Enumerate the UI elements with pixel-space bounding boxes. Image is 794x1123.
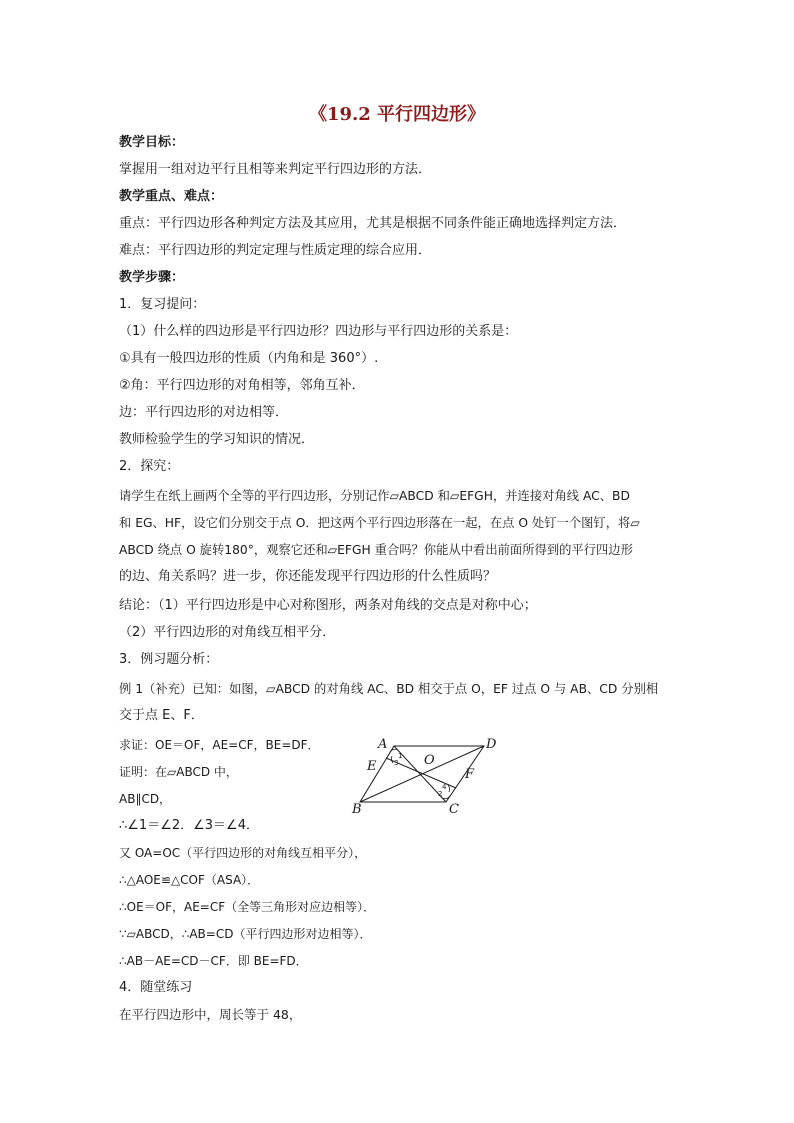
paragraph-line: AB∥CD， (119, 792, 172, 806)
section-heading-key-points: 教学重点、难点： (119, 189, 224, 204)
paragraph-line: （2）平行四边形的对角线互相平分． (119, 625, 336, 640)
label-a: A (378, 737, 388, 752)
paragraph-line: 1．复习提问： (119, 297, 206, 312)
angle-arc-3 (391, 756, 393, 763)
angle-arc-1 (390, 749, 398, 752)
label-b: B (352, 802, 362, 817)
label-e: E (367, 759, 377, 774)
paragraph-line: 3．例习题分析： (119, 652, 219, 667)
paragraph-line: ∴OE＝OF，AE=CF（全等三角形对应边相等）． (119, 900, 376, 914)
label-d: D (486, 737, 497, 752)
paragraph-line: 难点：平行四边形的判定定理与性质定理的综合应用． (119, 243, 432, 258)
section-heading-steps: 教学步骤： (119, 270, 185, 285)
angle-arc-4 (448, 785, 450, 792)
paragraph-line: 证明：在▱ABCD 中， (119, 765, 238, 779)
paragraph-line: 重点：平行四边形各种判定方法及其应用，尤其是根据不同条件能正确地选择判定方法． (119, 216, 627, 231)
paragraph-line: 求证：OE＝OF，AE=CF，BE=DF． (119, 738, 320, 752)
paragraph-line: ABCD 绕点 O 旋转180°，观察它还和▱EFGH 重合吗？你能从中看出前面所得到的平行四边形 (119, 543, 633, 557)
angle-label-1: 1 (398, 752, 403, 760)
parallelogram-figure (348, 734, 508, 818)
paragraph-line: 掌握用一组对边平行且相等来判定平行四边形的方法． (119, 162, 432, 177)
label-o: O (424, 753, 435, 768)
section-heading-objectives: 教学目标： (119, 135, 185, 150)
paragraph-line: 请学生在纸上画两个全等的平行四边形，分别记作▱ABCD 和▱EFGH，并连接对角线 AC、BD (119, 489, 630, 503)
paragraph-line: 和 EG、HF，设它们分别交于点 O．把这两个平行四边形落在一起，在点 O 处钉一个图钉，将▱ (119, 516, 640, 530)
paragraph-line: 边：平行四边形的对边相等． (119, 405, 289, 420)
paragraph-line: 4．随堂练习 (119, 980, 193, 995)
paragraph-line: 的边、角关系吗？进一步，你还能发现平行四边形的什么性质吗？ (119, 569, 497, 584)
paragraph-line: 例 1（补充）已知：如图，▱ABCD 的对角线 AC、BD 相交于点 O，EF 过点 O 与 AB、CD 分别相 (119, 682, 659, 696)
label-c: C (449, 802, 459, 817)
angle-label-4: 4 (442, 783, 447, 791)
angle-label-3: 3 (394, 759, 399, 767)
paragraph-line: 在平行四边形中，周长等于 48， (119, 1007, 302, 1022)
paragraph-line: 2．探究： (119, 459, 180, 474)
paragraph-line: ∴AB－AE=CD－CF．即 BE=FD． (119, 954, 308, 968)
paragraph-line: ①具有一般四边形的性质（内角和是 360°）. (119, 351, 379, 366)
paragraph-line: （1）什么样的四边形是平行四边形？四边形与平行四边形的关系是： (119, 324, 518, 339)
paragraph-line: 又 OA=OC（平行四边形的对角线互相平分）， (119, 846, 367, 860)
paragraph-line: ∴∠1＝∠2．∠3＝∠4． (119, 818, 259, 833)
label-f: F (465, 767, 475, 782)
paragraph-line: ∴△AOE≌△COF（ASA）． (119, 873, 260, 887)
paragraph-line: 结论：（1）平行四边形是中心对称图形，两条对角线的交点是对称中心； (119, 598, 537, 613)
paragraph-line: 交于点 E、F． (119, 708, 204, 723)
paragraph-line: ②角：平行四边形的对角相等，邻角互补． (119, 378, 365, 393)
angle-label-2: 2 (438, 790, 443, 798)
document-title: 《19.2 平行四边形》 (308, 104, 486, 125)
paragraph-line: 教师检验学生的学习知识的情况． (119, 432, 315, 447)
paragraph-line: ∵▱ABCD，∴AB=CD（平行四边形对边相等）． (119, 927, 372, 941)
